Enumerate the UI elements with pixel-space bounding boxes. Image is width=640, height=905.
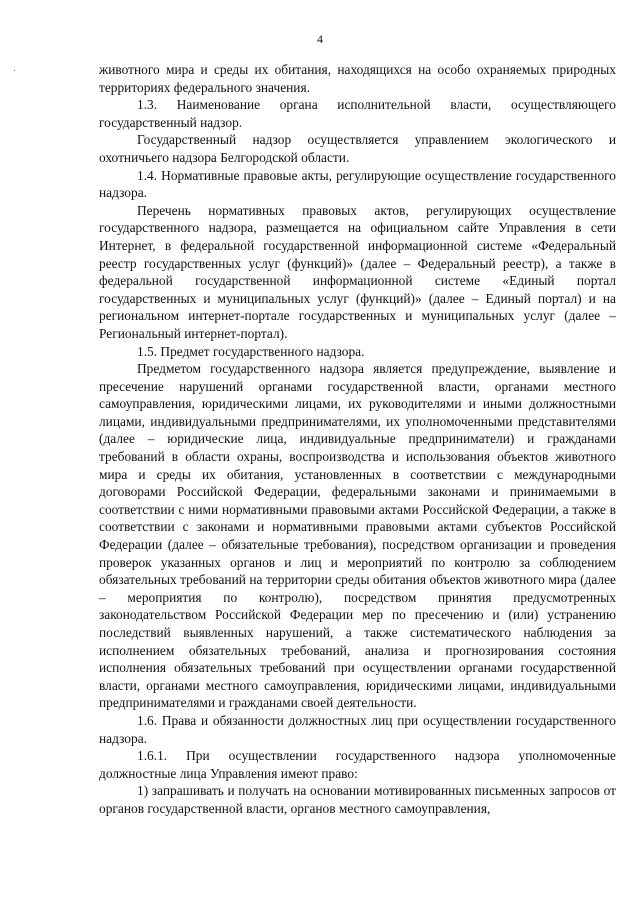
section-heading-1-6-1: 1.6.1. При осуществлении государственного надзора уполномоченные должностные лица Управления имеют право: [99,748,616,781]
margin-dot [14,70,15,71]
document-body [99,61,616,818]
section-heading-1-6: 1.6. Права и обязанности должностных лиц при осуществлении государственного надзора. [99,712,616,746]
section-heading-1-4: 1.4. Нормативные правовые акты, регулирующие осуществление государственного надзора. [99,167,616,201]
section-heading-1-3: 1.3. Наименование органа исполнительной власти, осуществляющего государственный надзор. [99,97,616,130]
paragraph-authority: Государственный надзор осуществляется управлением экологического и охотничьего надзора Белгородской области. [99,132,616,165]
paragraph-continuation: животного мира и среды их обитания, находящихся на особо охраняемых природных территориях федерального значения. [99,62,616,95]
paragraph-subject: Предметом государственного надзора является предупреждение, выявление и пресечение нарушений органами государственной власти, органами местного самоуправления, юридическими лицами, их руководителями и иными должностными лицами, индивидуальными предпринимателями, их уполномоченными представителями (далее – юридические лица, индивидуальные предприниматели) и гражданами требований в области охраны, воспроизводства и использования объектов животного мира и среды их обитания, установленных в соответствии с международными договорами Российской Федерации, федеральными законами и принимаемыми в соответствии с ними нормативными правовыми актами Российской Федерации, а также в соответствии с законами и нормативными правовыми актами субъектов Российской Федерации (далее – обязательные требования), посредством организации и проведения проверок указанных органов и лиц и мероприятий по контролю за соблюдением обязательных требований на территории среды обитания объектов животного мира (далее – мероприятия по контролю), посредством принятия предусмотренных законодательством Российской Федерации мер по пресечению и (или) устранению последствий выявленных нарушений, а также систематического наблюдения за исполнением обязательных требований, анализа и прогнозирования состояния исполнения обязательных требований при осуществлении органами государственной власти, органами местного самоуправления, юридическими лицами, индивидуальными предпринимателями и гражданами своей деятельности. [99,361,616,711]
paragraph-legal-acts: Перечень нормативных правовых актов, регулирующих осуществление государственного надзора, размещается на официальном сайте Управления в сети Интернет, в федеральной государственной информационной системе «Федеральный реестр государственных услуг (функций)» (далее – Федеральный реестр), а также в федеральной государственной информационной системе «Единый портал государственных и муниципальных услуг (функций)» (далее – Единый портал) и на региональном интернет-портале государственных и муниципальных услуг (далее – Региональный интернет-портал). [99,202,616,341]
list-item-1: 1) запрашивать и получать на основании мотивированных письменных запросов от органов государственной власти, органов местного самоуправления, [99,783,616,816]
page-number: 4 [317,32,323,46]
section-heading-1-5: 1.5. Предмет государственного надзора. [137,343,365,359]
